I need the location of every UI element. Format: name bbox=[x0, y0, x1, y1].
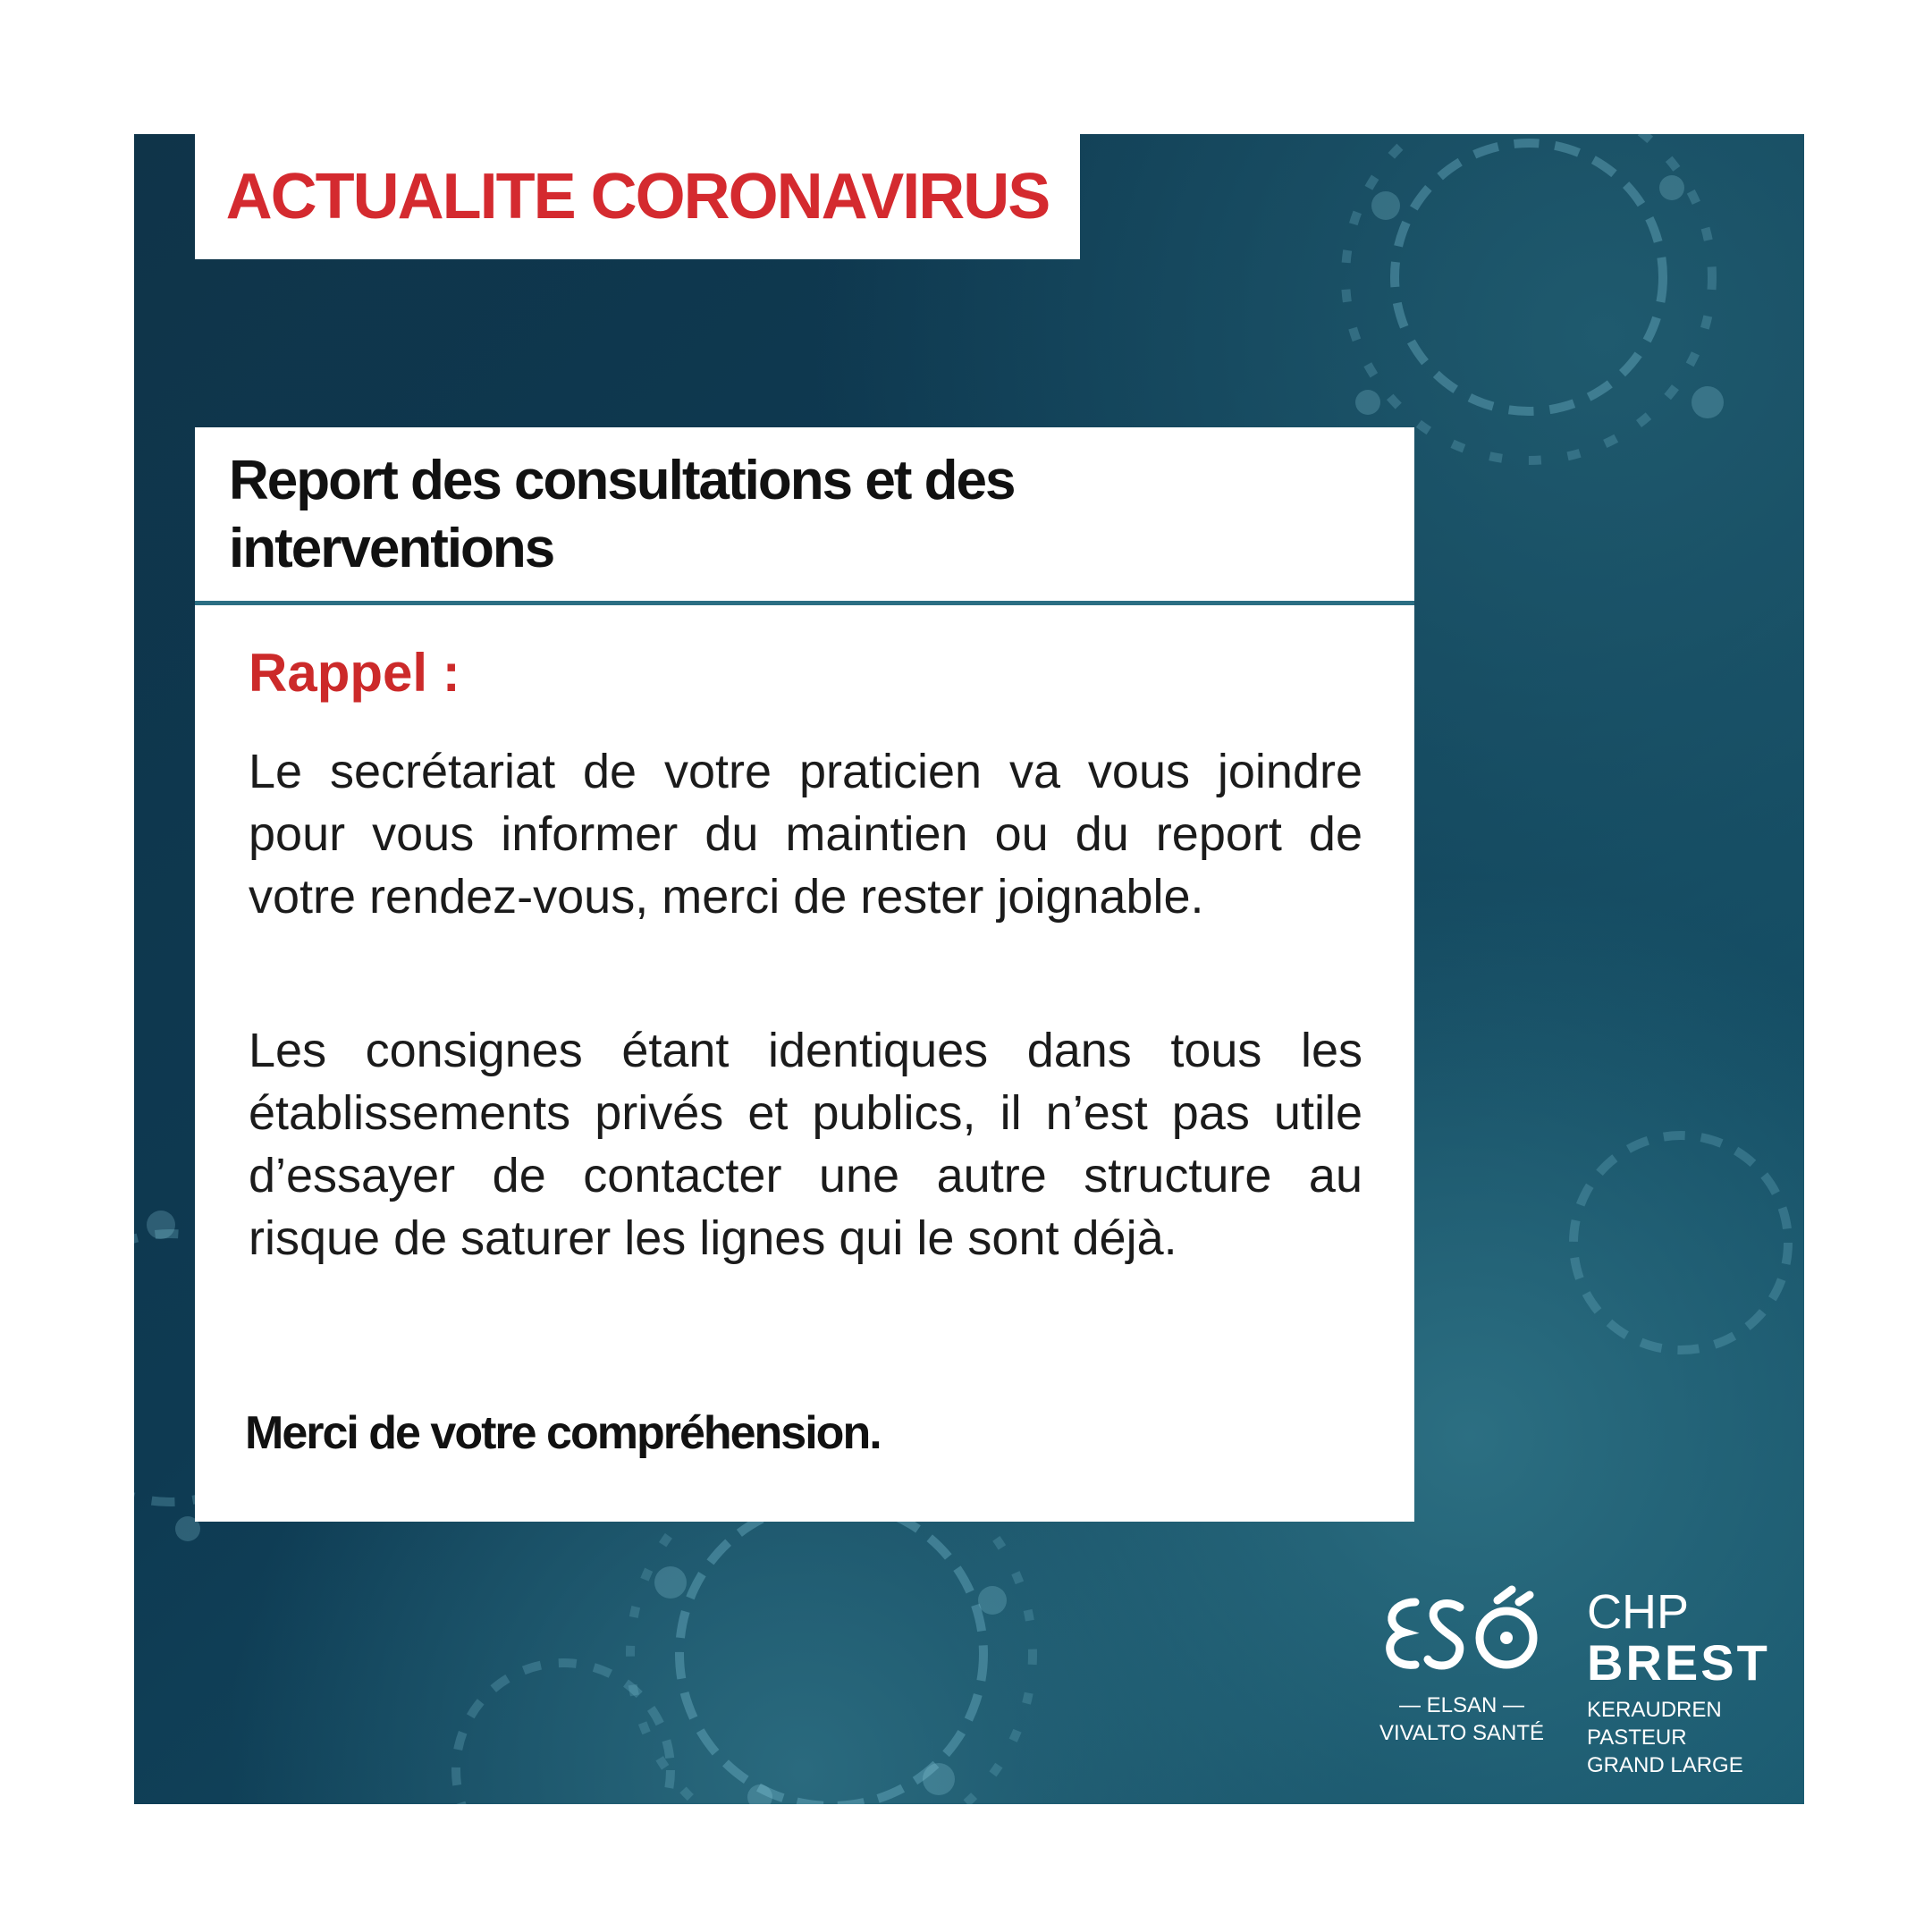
title-divider bbox=[195, 601, 1414, 605]
site-keraudren: KERAUDREN bbox=[1587, 1698, 1722, 1722]
site-pasteur: PASTEUR bbox=[1587, 1725, 1687, 1750]
card-title-line1: Report des consultations et des bbox=[229, 450, 1015, 511]
announcement-card bbox=[195, 427, 1414, 1522]
background-panel bbox=[134, 134, 1804, 1804]
elsan-line1: — ELSAN — bbox=[1398, 1693, 1525, 1717]
closing-thanks: Merci de votre compréhension. bbox=[245, 1407, 881, 1459]
rappel-heading: Rappel : bbox=[249, 643, 460, 703]
elsan-line2: VIVALTO SANTÉ bbox=[1379, 1721, 1545, 1745]
card-title-line2: interventions bbox=[229, 518, 554, 579]
site-grand-large: GRAND LARGE bbox=[1587, 1753, 1743, 1777]
chp-label: CHP bbox=[1587, 1585, 1690, 1639]
elsan-logo bbox=[1372, 1582, 1551, 1797]
news-banner bbox=[195, 134, 1080, 259]
paragraph-secretariat: Le secrétariat de votre praticien va vous joindre pour vous informer du maintien ou du report de votre rendez-vous, merci de rester joignable. bbox=[249, 745, 1363, 924]
chp-brest-logo bbox=[1587, 1587, 1801, 1801]
card-title bbox=[229, 447, 1373, 583]
elsan-logo-mark-icon bbox=[1372, 1582, 1551, 1685]
banner-title: ACTUALITE CORONAVIRUS bbox=[225, 161, 1050, 232]
brest-label: BREST bbox=[1587, 1634, 1770, 1691]
paragraph-consignes: Les consignes étant identiques dans tous les établissements privés et publics, il n’est pas utile d’essayer de contacter une autre structure au risque de saturer les lignes qui le sont déjà. bbox=[249, 1024, 1363, 1265]
